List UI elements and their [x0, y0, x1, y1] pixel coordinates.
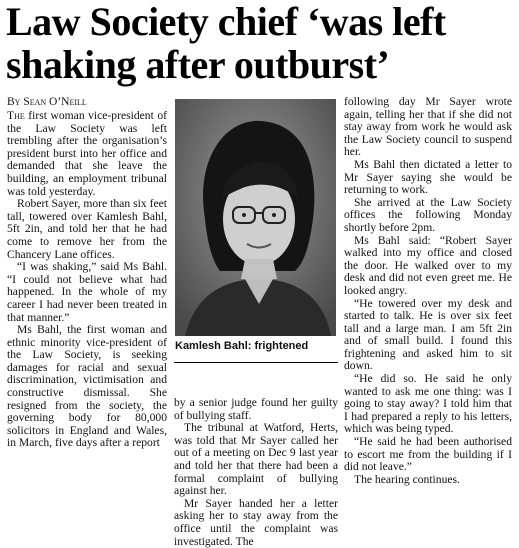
article-paragraph: Mr Sayer handed her a letter asking her to stay away from the office until the complaint was investigated. The	[174, 496, 338, 548]
caption-divider	[174, 362, 338, 363]
article-column-2	[174, 397, 338, 548]
portrait-photo	[175, 99, 336, 336]
headline-line-2: shaking after outburst’	[6, 42, 390, 87]
article-paragraph: The first woman vice-president of the Law Society was left trembling after the organisation’s president burst into her office and demanded that she leave the building, an employment tribunal was told yesterday.	[7, 109, 167, 198]
article-paragraph: She arrived at the Law Society offices the following Monday shortly before 2pm.	[344, 195, 512, 234]
article-paragraph: “He did so. He said he only wanted to ask me one thing: was I going to stay away? I told him that I had prepared a reply to his letters, which was being typed.	[344, 372, 512, 436]
portrait-illustration	[175, 99, 336, 336]
byline	[7, 96, 87, 108]
article-column-3	[344, 96, 512, 486]
byline-prefix: By	[7, 96, 21, 108]
photo-caption: Kamlesh Bahl: frightened	[175, 340, 309, 352]
article-paragraph: The tribunal at Watford, Herts, was told that Mr Sayer called her out of a meeting on Dec 9 last year and told her that there had been a formal complaint of bullying against her.	[174, 421, 338, 498]
article-paragraph: following day Mr Sayer wrote again, telling her that if she did not stay away from work he would ask the Law Society council to suspend her.	[344, 95, 512, 159]
article-column-1	[7, 110, 167, 450]
article-paragraph: Ms Bahl then dictated a letter to Mr Sayer saying she would be returning to work.	[344, 157, 512, 197]
headline	[6, 0, 516, 86]
article-paragraph: Robert Sayer, more than six feet tall, towered over Kamlesh Bahl, 5ft 2in, and told her that he had come to remove her from the Chancery Lane offices.	[7, 197, 167, 261]
article-paragraph: Ms Bahl said: “Robert Sayer walked into my office and closed the door. He walked over to my desk and did not even greet me. He looked angry.	[344, 233, 512, 297]
byline-author: Sean O’Neill	[23, 96, 87, 108]
article-paragraph: Ms Bahl, the first woman and ethnic minority vice-president of the Law Society, is seeking damages for racial and sexual discrimination, victimisation and constructive dismissal. She resigned from the society, the governing body for 80,000 solicitors in England and Wales, in March, five days after a report	[7, 323, 167, 450]
article-paragraph: by a senior judge found her guilty of bullying staff.	[174, 396, 338, 422]
article-paragraph: “I was shaking,” said Ms Bahl. “I could not believe what had happened. In the whole of my career I had never been treated in that manner.”	[7, 260, 167, 324]
article-paragraph: “He said he had been authorised to escort me from the building if I did not leave.”	[344, 435, 512, 474]
lead-dropword: The	[7, 109, 25, 122]
article-paragraph: The hearing continues.	[354, 472, 460, 486]
headline-line-1: Law Society chief ‘was left	[6, 0, 446, 44]
article-paragraph: “He towered over my desk and started to talk. He is over six feet tall and a large man. I am 5ft 2in and of small build. I found this frightening and asked him to sit down.	[344, 296, 512, 373]
